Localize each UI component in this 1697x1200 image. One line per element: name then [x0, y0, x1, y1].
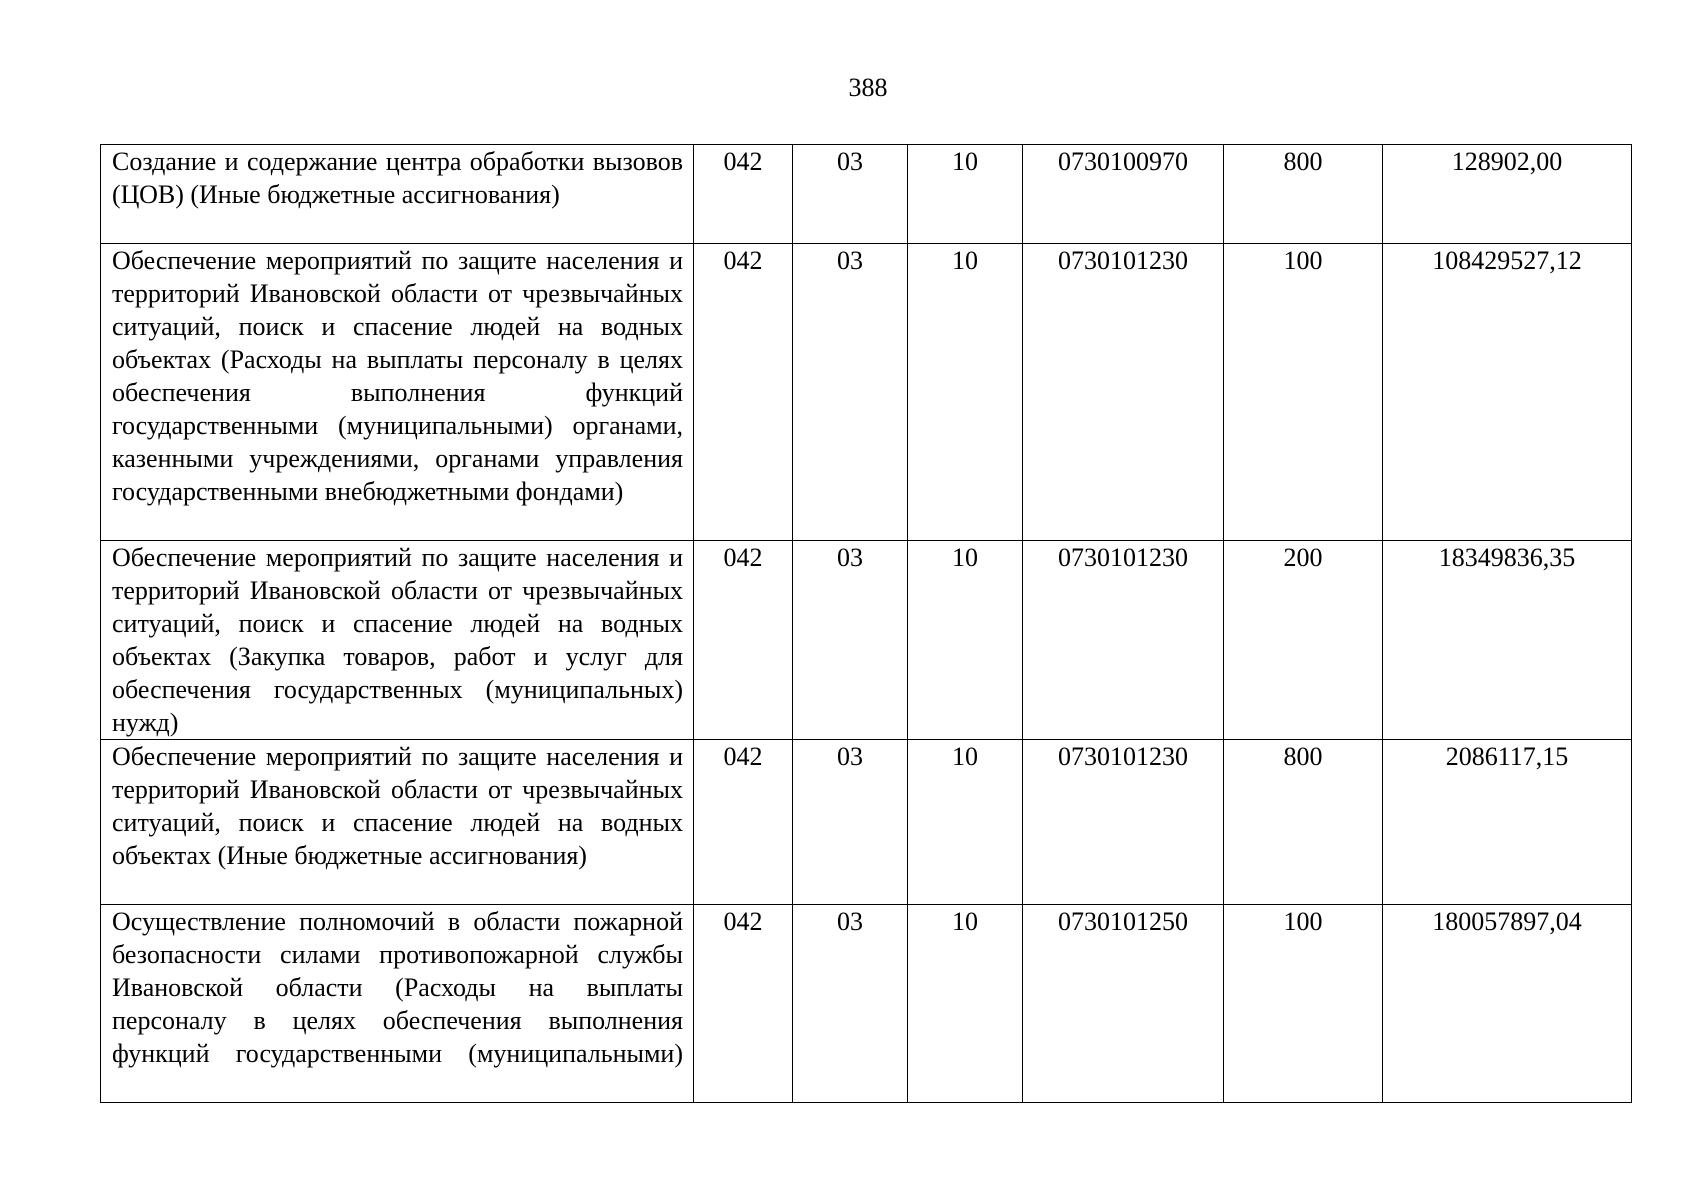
expense-type-code: 200 — [1224, 541, 1383, 740]
section-code: 03 — [793, 145, 908, 244]
row-description: Обеспечение мероприятий по защите населения и территорий Ивановской области от чрезвычайных ситуаций, поиск и спасение людей на водных объектах (Иные бюджетные ассигнования) — [101, 740, 694, 905]
subsection-code: 10 — [908, 740, 1023, 905]
subsection-code: 10 — [908, 145, 1023, 244]
ministry-code: 042 — [694, 740, 793, 905]
section-code: 03 — [793, 740, 908, 905]
target-article-code: 0730101230 — [1023, 541, 1224, 740]
section-code: 03 — [793, 905, 908, 1103]
expense-type-code: 800 — [1224, 740, 1383, 905]
table-row — [101, 905, 1632, 1103]
target-article-code: 0730100970 — [1023, 145, 1224, 244]
section-code: 03 — [793, 541, 908, 740]
page-number: 388 — [848, 73, 888, 102]
amount: 180057897,04 — [1383, 905, 1632, 1103]
target-article-code: 0730101230 — [1023, 740, 1224, 905]
expense-type-code: 100 — [1224, 905, 1383, 1103]
amount: 18349836,35 — [1383, 541, 1632, 740]
table-row — [101, 541, 1632, 740]
amount: 128902,00 — [1383, 145, 1632, 244]
amount: 108429527,12 — [1383, 244, 1632, 541]
table-row — [101, 244, 1632, 541]
expense-type-code: 100 — [1224, 244, 1383, 541]
table-row — [101, 145, 1632, 244]
amount: 2086117,15 — [1383, 740, 1632, 905]
expense-type-code: 800 — [1224, 145, 1383, 244]
row-description: Создание и содержание центра обработки вызовов (ЦОВ) (Иные бюджетные ассигнования) — [101, 145, 694, 244]
ministry-code: 042 — [694, 541, 793, 740]
row-description: Обеспечение мероприятий по защите населения и территорий Ивановской области от чрезвычайных ситуаций, поиск и спасение людей на водных объектах (Расходы на выплаты персоналу в целях обеспечения выполнения функций государственными (муниципальными) органами, казенными учреждениями, органами управления государственными внебюджетными фондами) — [101, 244, 694, 541]
ministry-code: 042 — [694, 244, 793, 541]
subsection-code: 10 — [908, 244, 1023, 541]
ministry-code: 042 — [694, 145, 793, 244]
table-row — [101, 740, 1632, 905]
subsection-code: 10 — [908, 541, 1023, 740]
row-description: Обеспечение мероприятий по защите населения и территорий Ивановской области от чрезвычайных ситуаций, поиск и спасение людей на водных объектах (Закупка товаров, работ и услуг для обеспечения государственных (муниципальных) нужд) — [101, 541, 694, 740]
ministry-code: 042 — [694, 905, 793, 1103]
target-article-code: 0730101230 — [1023, 244, 1224, 541]
budget-table — [100, 144, 1632, 1103]
subsection-code: 10 — [908, 905, 1023, 1103]
target-article-code: 0730101250 — [1023, 905, 1224, 1103]
section-code: 03 — [793, 244, 908, 541]
row-description: Осуществление полномочий в области пожарной безопасности силами противопожарной службы Ивановской области (Расходы на выплаты персоналу в целях обеспечения выполнения функций государственными (муниципальными) — [101, 905, 694, 1103]
